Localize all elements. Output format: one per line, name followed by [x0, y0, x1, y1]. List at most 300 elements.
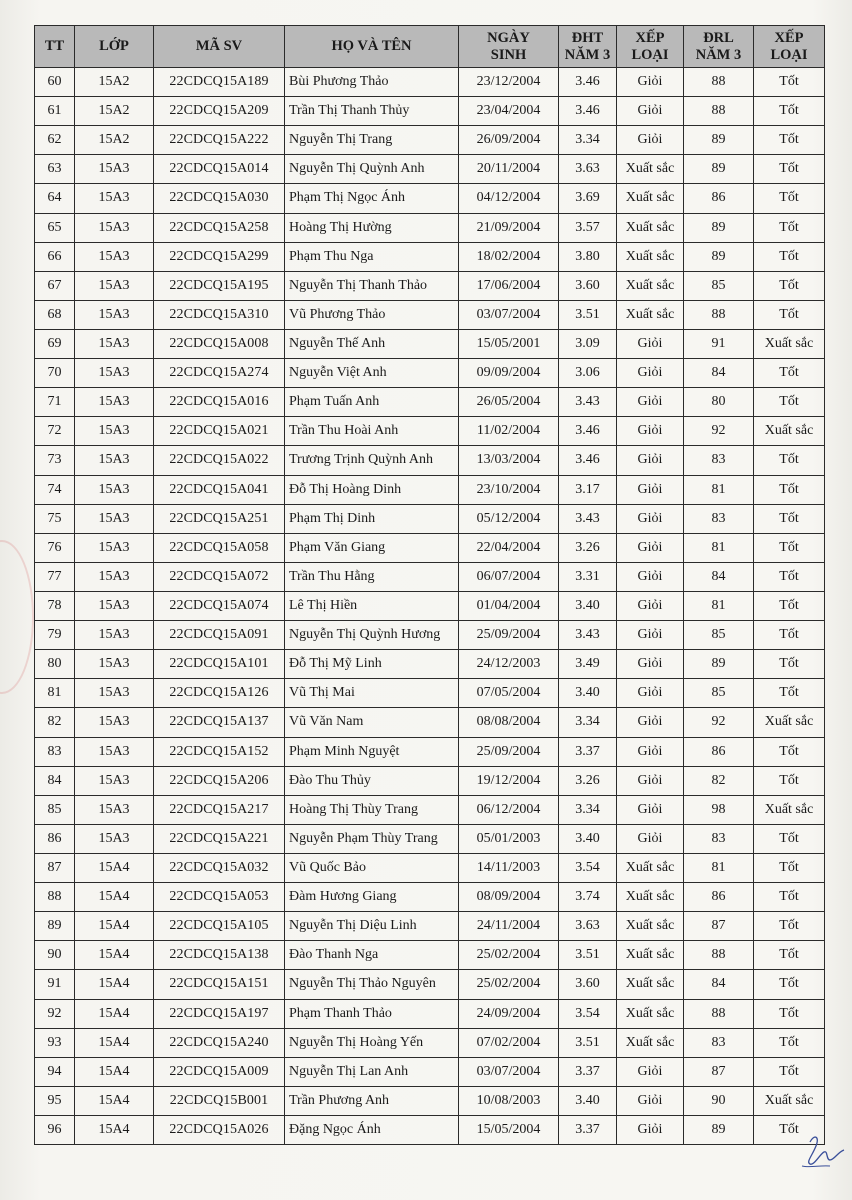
- cell-birth-date: 23/12/2004: [459, 68, 559, 97]
- cell-student-id: 22CDCQ15A058: [154, 533, 285, 562]
- cell-class: 15A3: [75, 591, 154, 620]
- cell-academic-rank: Giỏi: [617, 591, 684, 620]
- cell-student-id: 22CDCQ15A022: [154, 446, 285, 475]
- cell-tt: 84: [35, 766, 75, 795]
- cell-student-id: 22CDCQ15A021: [154, 417, 285, 446]
- cell-tt: 71: [35, 388, 75, 417]
- cell-gpa-year3: 3.34: [559, 708, 617, 737]
- cell-birth-date: 25/02/2004: [459, 970, 559, 999]
- cell-tt: 76: [35, 533, 75, 562]
- cell-full-name: Nguyễn Phạm Thùy Trang: [285, 824, 459, 853]
- cell-student-id: 22CDCQ15A008: [154, 329, 285, 358]
- cell-student-id: 22CDCQ15A072: [154, 562, 285, 591]
- cell-student-id: 22CDCQ15A195: [154, 271, 285, 300]
- cell-birth-date: 26/09/2004: [459, 126, 559, 155]
- cell-birth-date: 26/05/2004: [459, 388, 559, 417]
- cell-class: 15A4: [75, 1086, 154, 1115]
- header-dob: NGÀY SINH: [459, 26, 559, 68]
- cell-student-id: 22CDCQ15A074: [154, 591, 285, 620]
- cell-full-name: Phạm Thu Nga: [285, 242, 459, 271]
- cell-conduct-score: 87: [684, 912, 754, 941]
- cell-conduct-rank: Tốt: [754, 679, 825, 708]
- cell-student-id: 22CDCQ15A009: [154, 1057, 285, 1086]
- cell-conduct-rank: Tốt: [754, 883, 825, 912]
- cell-gpa-year3: 3.17: [559, 475, 617, 504]
- cell-tt: 86: [35, 824, 75, 853]
- cell-conduct-rank: Xuất sắc: [754, 329, 825, 358]
- cell-student-id: 22CDCQ15A206: [154, 766, 285, 795]
- cell-gpa-year3: 3.46: [559, 417, 617, 446]
- cell-student-id: 22CDCQ15A258: [154, 213, 285, 242]
- cell-tt: 94: [35, 1057, 75, 1086]
- cell-class: 15A2: [75, 97, 154, 126]
- cell-conduct-rank: Tốt: [754, 591, 825, 620]
- cell-student-id: 22CDCQ15A221: [154, 824, 285, 853]
- cell-student-id: 22CDCQ15A091: [154, 621, 285, 650]
- cell-conduct-rank: Xuất sắc: [754, 1086, 825, 1115]
- cell-conduct-rank: Tốt: [754, 737, 825, 766]
- table-row: [35, 737, 825, 766]
- cell-birth-date: 25/09/2004: [459, 737, 559, 766]
- cell-full-name: Phạm Thị Dinh: [285, 504, 459, 533]
- cell-academic-rank: Giỏi: [617, 475, 684, 504]
- cell-conduct-score: 88: [684, 97, 754, 126]
- cell-gpa-year3: 3.43: [559, 621, 617, 650]
- cell-full-name: Nguyễn Thị Hoàng Yến: [285, 1028, 459, 1057]
- cell-birth-date: 15/05/2004: [459, 1115, 559, 1144]
- cell-conduct-score: 85: [684, 679, 754, 708]
- cell-class: 15A3: [75, 271, 154, 300]
- cell-tt: 90: [35, 941, 75, 970]
- cell-conduct-rank: Tốt: [754, 970, 825, 999]
- table-body: [35, 68, 825, 1145]
- table-row: [35, 824, 825, 853]
- table-row: [35, 213, 825, 242]
- cell-birth-date: 19/12/2004: [459, 766, 559, 795]
- cell-academic-rank: Giỏi: [617, 417, 684, 446]
- cell-tt: 92: [35, 999, 75, 1028]
- cell-class: 15A3: [75, 621, 154, 650]
- cell-gpa-year3: 3.34: [559, 126, 617, 155]
- cell-tt: 79: [35, 621, 75, 650]
- cell-tt: 88: [35, 883, 75, 912]
- cell-tt: 70: [35, 359, 75, 388]
- cell-gpa-year3: 3.43: [559, 504, 617, 533]
- cell-full-name: Trần Thị Thanh Thủy: [285, 97, 459, 126]
- cell-student-id: 22CDCQ15A030: [154, 184, 285, 213]
- cell-gpa-year3: 3.51: [559, 941, 617, 970]
- cell-full-name: Bùi Phương Thảo: [285, 68, 459, 97]
- table-row: [35, 388, 825, 417]
- cell-gpa-year3: 3.26: [559, 766, 617, 795]
- cell-conduct-score: 88: [684, 68, 754, 97]
- cell-academic-rank: Giỏi: [617, 824, 684, 853]
- cell-conduct-rank: Tốt: [754, 621, 825, 650]
- table-row: [35, 126, 825, 155]
- cell-birth-date: 18/02/2004: [459, 242, 559, 271]
- cell-full-name: Trần Thu Hằng: [285, 562, 459, 591]
- cell-gpa-year3: 3.34: [559, 795, 617, 824]
- cell-student-id: 22CDCQ15A053: [154, 883, 285, 912]
- cell-conduct-score: 87: [684, 1057, 754, 1086]
- cell-conduct-rank: Tốt: [754, 213, 825, 242]
- table-row: [35, 679, 825, 708]
- cell-tt: 83: [35, 737, 75, 766]
- cell-tt: 77: [35, 562, 75, 591]
- cell-gpa-year3: 3.54: [559, 853, 617, 882]
- cell-birth-date: 06/12/2004: [459, 795, 559, 824]
- header-dht: ĐHT NĂM 3: [559, 26, 617, 68]
- cell-conduct-score: 83: [684, 824, 754, 853]
- cell-full-name: Nguyễn Thị Thảo Nguyên: [285, 970, 459, 999]
- table-row: [35, 591, 825, 620]
- cell-student-id: 22CDCQ15B001: [154, 1086, 285, 1115]
- cell-student-id: 22CDCQ15A032: [154, 853, 285, 882]
- cell-birth-date: 01/04/2004: [459, 591, 559, 620]
- cell-conduct-score: 85: [684, 271, 754, 300]
- cell-class: 15A3: [75, 300, 154, 329]
- table-row: [35, 242, 825, 271]
- cell-full-name: Trương Trịnh Quỳnh Anh: [285, 446, 459, 475]
- table-row: [35, 621, 825, 650]
- cell-conduct-score: 81: [684, 853, 754, 882]
- cell-tt: 93: [35, 1028, 75, 1057]
- cell-conduct-rank: Tốt: [754, 126, 825, 155]
- header-masv: MÃ SV: [154, 26, 285, 68]
- cell-student-id: 22CDCQ15A138: [154, 941, 285, 970]
- cell-birth-date: 22/04/2004: [459, 533, 559, 562]
- cell-class: 15A3: [75, 824, 154, 853]
- cell-birth-date: 04/12/2004: [459, 184, 559, 213]
- cell-conduct-score: 86: [684, 883, 754, 912]
- cell-tt: 80: [35, 650, 75, 679]
- cell-full-name: Đỗ Thị Mỹ Linh: [285, 650, 459, 679]
- table-row: [35, 446, 825, 475]
- table-row: [35, 504, 825, 533]
- header-lop: LỚP: [75, 26, 154, 68]
- cell-tt: 82: [35, 708, 75, 737]
- cell-full-name: Vũ Thị Mai: [285, 679, 459, 708]
- cell-birth-date: 24/11/2004: [459, 912, 559, 941]
- cell-full-name: Nguyễn Thị Quỳnh Anh: [285, 155, 459, 184]
- cell-gpa-year3: 3.60: [559, 970, 617, 999]
- table-row: [35, 155, 825, 184]
- cell-tt: 74: [35, 475, 75, 504]
- cell-academic-rank: Giỏi: [617, 795, 684, 824]
- cell-conduct-rank: Xuất sắc: [754, 417, 825, 446]
- cell-full-name: Hoàng Thị Hường: [285, 213, 459, 242]
- cell-tt: 75: [35, 504, 75, 533]
- cell-conduct-rank: Tốt: [754, 97, 825, 126]
- cell-academic-rank: Giỏi: [617, 446, 684, 475]
- cell-conduct-score: 89: [684, 1115, 754, 1144]
- cell-student-id: 22CDCQ15A126: [154, 679, 285, 708]
- cell-student-id: 22CDCQ15A240: [154, 1028, 285, 1057]
- cell-conduct-rank: Tốt: [754, 446, 825, 475]
- table-row: [35, 475, 825, 504]
- cell-class: 15A3: [75, 388, 154, 417]
- header-conduct-rank: XẾP LOẠI: [754, 26, 825, 68]
- cell-tt: 95: [35, 1086, 75, 1115]
- cell-academic-rank: Giỏi: [617, 504, 684, 533]
- cell-birth-date: 20/11/2004: [459, 155, 559, 184]
- cell-academic-rank: Giỏi: [617, 68, 684, 97]
- cell-conduct-score: 84: [684, 359, 754, 388]
- cell-birth-date: 08/09/2004: [459, 883, 559, 912]
- cell-gpa-year3: 3.49: [559, 650, 617, 679]
- cell-birth-date: 17/06/2004: [459, 271, 559, 300]
- cell-class: 15A3: [75, 213, 154, 242]
- cell-full-name: Trần Thu Hoài Anh: [285, 417, 459, 446]
- cell-conduct-rank: Tốt: [754, 504, 825, 533]
- cell-full-name: Nguyễn Thị Lan Anh: [285, 1057, 459, 1086]
- cell-tt: 66: [35, 242, 75, 271]
- table-row: [35, 271, 825, 300]
- cell-student-id: 22CDCQ15A026: [154, 1115, 285, 1144]
- cell-conduct-score: 89: [684, 155, 754, 184]
- cell-conduct-rank: Tốt: [754, 388, 825, 417]
- cell-conduct-score: 83: [684, 446, 754, 475]
- cell-conduct-score: 85: [684, 621, 754, 650]
- cell-student-id: 22CDCQ15A222: [154, 126, 285, 155]
- cell-birth-date: 14/11/2003: [459, 853, 559, 882]
- cell-full-name: Đặng Ngọc Ánh: [285, 1115, 459, 1144]
- cell-birth-date: 21/09/2004: [459, 213, 559, 242]
- cell-full-name: Phạm Thị Ngọc Ánh: [285, 184, 459, 213]
- table-row: [35, 68, 825, 97]
- table-row: [35, 1115, 825, 1144]
- cell-class: 15A4: [75, 853, 154, 882]
- cell-conduct-score: 86: [684, 737, 754, 766]
- cell-class: 15A3: [75, 562, 154, 591]
- cell-gpa-year3: 3.51: [559, 300, 617, 329]
- cell-class: 15A3: [75, 446, 154, 475]
- cell-gpa-year3: 3.69: [559, 184, 617, 213]
- cell-academic-rank: Xuất sắc: [617, 271, 684, 300]
- table-row: [35, 533, 825, 562]
- cell-student-id: 22CDCQ15A299: [154, 242, 285, 271]
- cell-conduct-score: 88: [684, 999, 754, 1028]
- cell-conduct-rank: Tốt: [754, 271, 825, 300]
- cell-student-id: 22CDCQ15A274: [154, 359, 285, 388]
- cell-conduct-score: 81: [684, 591, 754, 620]
- cell-conduct-score: 90: [684, 1086, 754, 1115]
- table-row: [35, 970, 825, 999]
- cell-academic-rank: Xuất sắc: [617, 999, 684, 1028]
- table-row: [35, 1028, 825, 1057]
- table-row: [35, 562, 825, 591]
- cell-academic-rank: Xuất sắc: [617, 941, 684, 970]
- cell-gpa-year3: 3.51: [559, 1028, 617, 1057]
- cell-academic-rank: Giỏi: [617, 650, 684, 679]
- cell-student-id: 22CDCQ15A209: [154, 97, 285, 126]
- cell-student-id: 22CDCQ15A105: [154, 912, 285, 941]
- cell-student-id: 22CDCQ15A217: [154, 795, 285, 824]
- cell-full-name: Vũ Văn Nam: [285, 708, 459, 737]
- cell-birth-date: 09/09/2004: [459, 359, 559, 388]
- cell-academic-rank: Xuất sắc: [617, 883, 684, 912]
- table-row: [35, 650, 825, 679]
- cell-gpa-year3: 3.31: [559, 562, 617, 591]
- cell-student-id: 22CDCQ15A014: [154, 155, 285, 184]
- cell-class: 15A3: [75, 650, 154, 679]
- cell-birth-date: 13/03/2004: [459, 446, 559, 475]
- cell-class: 15A4: [75, 912, 154, 941]
- cell-birth-date: 24/12/2003: [459, 650, 559, 679]
- cell-tt: 78: [35, 591, 75, 620]
- cell-birth-date: 23/10/2004: [459, 475, 559, 504]
- cell-class: 15A3: [75, 184, 154, 213]
- table-row: [35, 97, 825, 126]
- cell-academic-rank: Xuất sắc: [617, 242, 684, 271]
- table-row: [35, 853, 825, 882]
- table-row: [35, 708, 825, 737]
- cell-gpa-year3: 3.09: [559, 329, 617, 358]
- table-row: [35, 795, 825, 824]
- cell-gpa-year3: 3.40: [559, 591, 617, 620]
- cell-gpa-year3: 3.46: [559, 68, 617, 97]
- cell-full-name: Nguyễn Thế Anh: [285, 329, 459, 358]
- table-row: [35, 999, 825, 1028]
- cell-conduct-score: 84: [684, 970, 754, 999]
- cell-full-name: Lê Thị Hiền: [285, 591, 459, 620]
- cell-conduct-rank: Tốt: [754, 562, 825, 591]
- cell-class: 15A2: [75, 126, 154, 155]
- table-header-row: [35, 26, 825, 68]
- cell-student-id: 22CDCQ15A041: [154, 475, 285, 504]
- cell-conduct-rank: Tốt: [754, 300, 825, 329]
- cell-conduct-rank: Tốt: [754, 533, 825, 562]
- cell-student-id: 22CDCQ15A016: [154, 388, 285, 417]
- cell-class: 15A3: [75, 679, 154, 708]
- cell-tt: 81: [35, 679, 75, 708]
- cell-conduct-score: 84: [684, 562, 754, 591]
- cell-tt: 69: [35, 329, 75, 358]
- cell-gpa-year3: 3.74: [559, 883, 617, 912]
- cell-conduct-score: 80: [684, 388, 754, 417]
- cell-full-name: Nguyễn Việt Anh: [285, 359, 459, 388]
- cell-conduct-score: 83: [684, 504, 754, 533]
- cell-tt: 87: [35, 853, 75, 882]
- cell-tt: 96: [35, 1115, 75, 1144]
- cell-conduct-rank: Tốt: [754, 766, 825, 795]
- cell-student-id: 22CDCQ15A152: [154, 737, 285, 766]
- cell-academic-rank: Xuất sắc: [617, 213, 684, 242]
- cell-conduct-score: 89: [684, 242, 754, 271]
- cell-conduct-score: 98: [684, 795, 754, 824]
- cell-student-id: 22CDCQ15A189: [154, 68, 285, 97]
- cell-academic-rank: Giỏi: [617, 329, 684, 358]
- cell-tt: 89: [35, 912, 75, 941]
- cell-gpa-year3: 3.80: [559, 242, 617, 271]
- cell-academic-rank: Giỏi: [617, 1086, 684, 1115]
- cell-conduct-score: 89: [684, 650, 754, 679]
- table-row: [35, 184, 825, 213]
- cell-class: 15A3: [75, 504, 154, 533]
- cell-birth-date: 05/01/2003: [459, 824, 559, 853]
- header-name: HỌ VÀ TÊN: [285, 26, 459, 68]
- cell-full-name: Đỗ Thị Hoàng Dinh: [285, 475, 459, 504]
- table-row: [35, 329, 825, 358]
- cell-gpa-year3: 3.46: [559, 446, 617, 475]
- cell-birth-date: 03/07/2004: [459, 300, 559, 329]
- cell-tt: 72: [35, 417, 75, 446]
- cell-academic-rank: Xuất sắc: [617, 1028, 684, 1057]
- cell-conduct-rank: Tốt: [754, 912, 825, 941]
- cell-full-name: Vũ Phương Thảo: [285, 300, 459, 329]
- handwritten-signature: [800, 1132, 846, 1172]
- cell-birth-date: 15/05/2001: [459, 329, 559, 358]
- table-row: [35, 912, 825, 941]
- cell-academic-rank: Giỏi: [617, 708, 684, 737]
- cell-birth-date: 25/02/2004: [459, 941, 559, 970]
- cell-gpa-year3: 3.26: [559, 533, 617, 562]
- cell-gpa-year3: 3.63: [559, 912, 617, 941]
- cell-class: 15A4: [75, 941, 154, 970]
- cell-tt: 62: [35, 126, 75, 155]
- cell-gpa-year3: 3.43: [559, 388, 617, 417]
- header-academic-rank: XẾP LOẠI: [617, 26, 684, 68]
- cell-gpa-year3: 3.37: [559, 1057, 617, 1086]
- cell-full-name: Phạm Thanh Thảo: [285, 999, 459, 1028]
- cell-conduct-rank: Tốt: [754, 475, 825, 504]
- cell-class: 15A4: [75, 999, 154, 1028]
- cell-full-name: Nguyễn Thị Quỳnh Hương: [285, 621, 459, 650]
- cell-gpa-year3: 3.06: [559, 359, 617, 388]
- cell-class: 15A3: [75, 242, 154, 271]
- cell-tt: 64: [35, 184, 75, 213]
- table-row: [35, 941, 825, 970]
- cell-full-name: Phạm Tuấn Anh: [285, 388, 459, 417]
- cell-full-name: Nguyễn Thị Diệu Linh: [285, 912, 459, 941]
- cell-academic-rank: Giỏi: [617, 533, 684, 562]
- cell-conduct-rank: Tốt: [754, 359, 825, 388]
- cell-tt: 73: [35, 446, 75, 475]
- cell-class: 15A3: [75, 329, 154, 358]
- cell-conduct-rank: Tốt: [754, 999, 825, 1028]
- cell-class: 15A4: [75, 883, 154, 912]
- cell-conduct-rank: Tốt: [754, 68, 825, 97]
- cell-conduct-rank: Tốt: [754, 941, 825, 970]
- cell-academic-rank: Giỏi: [617, 1115, 684, 1144]
- cell-student-id: 22CDCQ15A137: [154, 708, 285, 737]
- cell-conduct-rank: Tốt: [754, 1028, 825, 1057]
- cell-academic-rank: Giỏi: [617, 766, 684, 795]
- cell-class: 15A3: [75, 708, 154, 737]
- cell-gpa-year3: 3.46: [559, 97, 617, 126]
- cell-conduct-rank: Xuất sắc: [754, 795, 825, 824]
- cell-class: 15A4: [75, 1057, 154, 1086]
- header-tt: TT: [35, 26, 75, 68]
- cell-full-name: Hoàng Thị Thùy Trang: [285, 795, 459, 824]
- cell-academic-rank: Xuất sắc: [617, 300, 684, 329]
- cell-conduct-rank: Tốt: [754, 824, 825, 853]
- cell-gpa-year3: 3.57: [559, 213, 617, 242]
- cell-tt: 68: [35, 300, 75, 329]
- cell-academic-rank: Xuất sắc: [617, 155, 684, 184]
- cell-gpa-year3: 3.40: [559, 1086, 617, 1115]
- cell-class: 15A3: [75, 737, 154, 766]
- cell-class: 15A3: [75, 475, 154, 504]
- table-row: [35, 766, 825, 795]
- cell-conduct-score: 81: [684, 533, 754, 562]
- cell-conduct-rank: Tốt: [754, 155, 825, 184]
- header-drl: ĐRL NĂM 3: [684, 26, 754, 68]
- cell-conduct-score: 82: [684, 766, 754, 795]
- cell-conduct-score: 88: [684, 941, 754, 970]
- cell-gpa-year3: 3.40: [559, 824, 617, 853]
- table-row: [35, 359, 825, 388]
